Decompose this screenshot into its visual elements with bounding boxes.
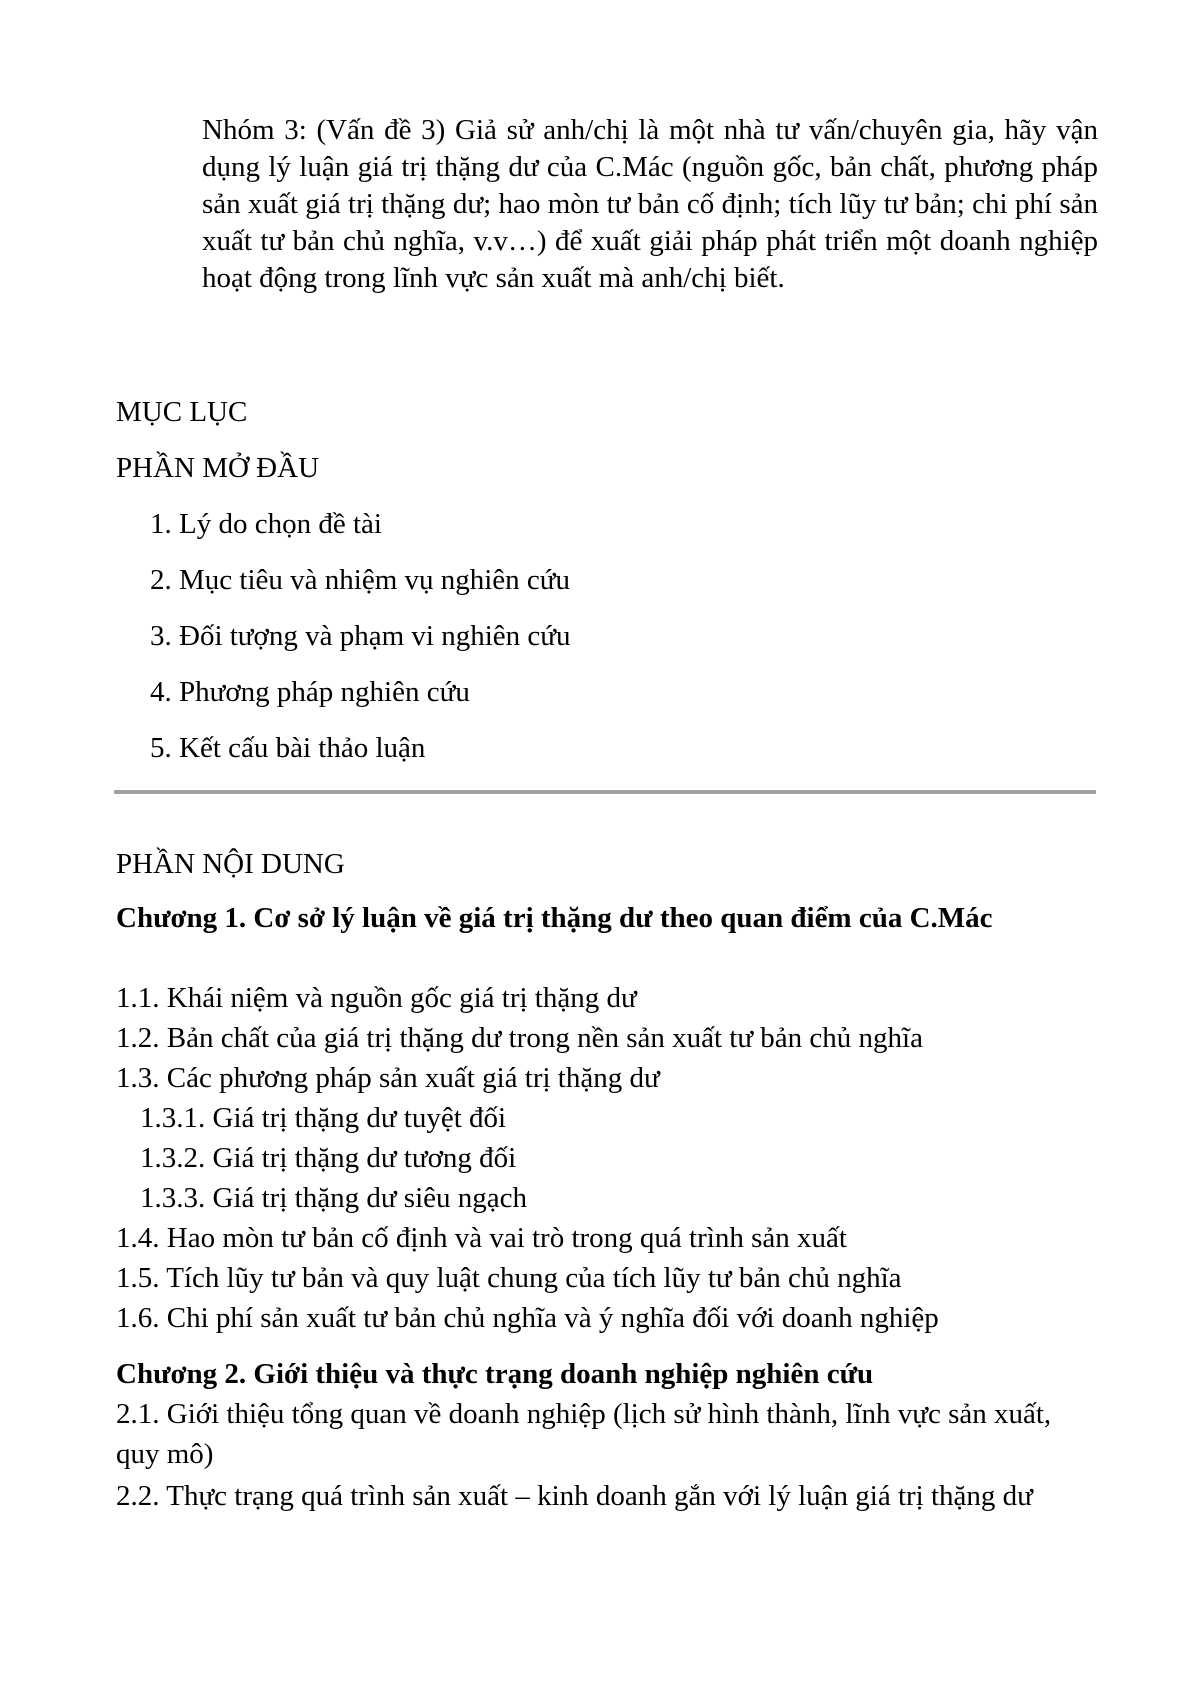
toc-item-1-3-2: 1.3.2. Giá trị thặng dư tương đối [140, 1142, 517, 1174]
toc-item-1-4: 1.4. Hao mòn tư bản cố định và vai trò trong quá trình sản xuất [116, 1222, 847, 1254]
opening-item-5: 5. Kết cấu bài thảo luận [150, 732, 426, 764]
chapter-1-title: Chương 1. Cơ sở lý luận về giá trị thặng dư theo quan điểm của C.Mác [116, 902, 993, 934]
opening-section-title: PHẦN MỞ ĐẦU [116, 452, 320, 484]
toc-item-1-6: 1.6. Chi phí sản xuất tư bản chủ nghĩa và ý nghĩa đối với doanh nghiệp [116, 1302, 939, 1334]
content-section-title: PHẦN NỘI DUNG [116, 848, 345, 880]
toc-item-1-3-1: 1.3.1. Giá trị thặng dư tuyệt đối [140, 1102, 507, 1134]
toc-item-1-1: 1.1. Khái niệm và nguồn gốc giá trị thặng dư [116, 982, 637, 1014]
opening-item-2: 2. Mục tiêu và nhiệm vụ nghiên cứu [150, 564, 571, 596]
opening-item-3: 3. Đối tượng và phạm vi nghiên cứu [150, 620, 571, 652]
toc-item-1-2: 1.2. Bản chất của giá trị thặng dư trong nền sản xuất tư bản chủ nghĩa [116, 1022, 923, 1054]
chapter-2-title: Chương 2. Giới thiệu và thực trạng doanh nghiệp nghiên cứu [116, 1358, 874, 1390]
opening-item-1: 1. Lý do chọn đề tài [150, 508, 382, 540]
toc-item-1-5: 1.5. Tích lũy tư bản và quy luật chung của tích lũy tư bản chủ nghĩa [116, 1262, 902, 1294]
section-divider [114, 790, 1096, 794]
assignment-prompt: Nhóm 3: (Vấn đề 3) Giả sử anh/chị là một nhà tư vấn/chuyên gia, hãy vận dụng lý luận giá trị thặng dư của C.Mác (nguồn gốc, bản chất, phương pháp sản xuất giá trị thặng dư; hao mòn tư bản cố định; tích lũy tư bản; chi phí sản xuất tư bản chủ nghĩa, v.v…) để xuất giải pháp phát triển một doanh nghiệp hoạt động trong lĩnh vực sản xuất mà anh/chị biết. [202, 114, 1098, 294]
toc-item-1-3: 1.3. Các phương pháp sản xuất giá trị thặng dư [116, 1062, 660, 1094]
toc-title: MỤC LỤC [116, 396, 248, 428]
toc-item-2-2: 2.2. Thực trạng quá trình sản xuất – kinh doanh gắn với lý luận giá trị thặng dư [116, 1480, 1033, 1512]
opening-item-4: 4. Phương pháp nghiên cứu [150, 676, 470, 708]
toc-item-1-3-3: 1.3.3. Giá trị thặng dư siêu ngạch [140, 1182, 527, 1214]
toc-item-2-1: 2.1. Giới thiệu tổng quan về doanh nghiệp (lịch sử hình thành, lĩnh vực sản xuất, quy mô) [116, 1398, 1052, 1470]
